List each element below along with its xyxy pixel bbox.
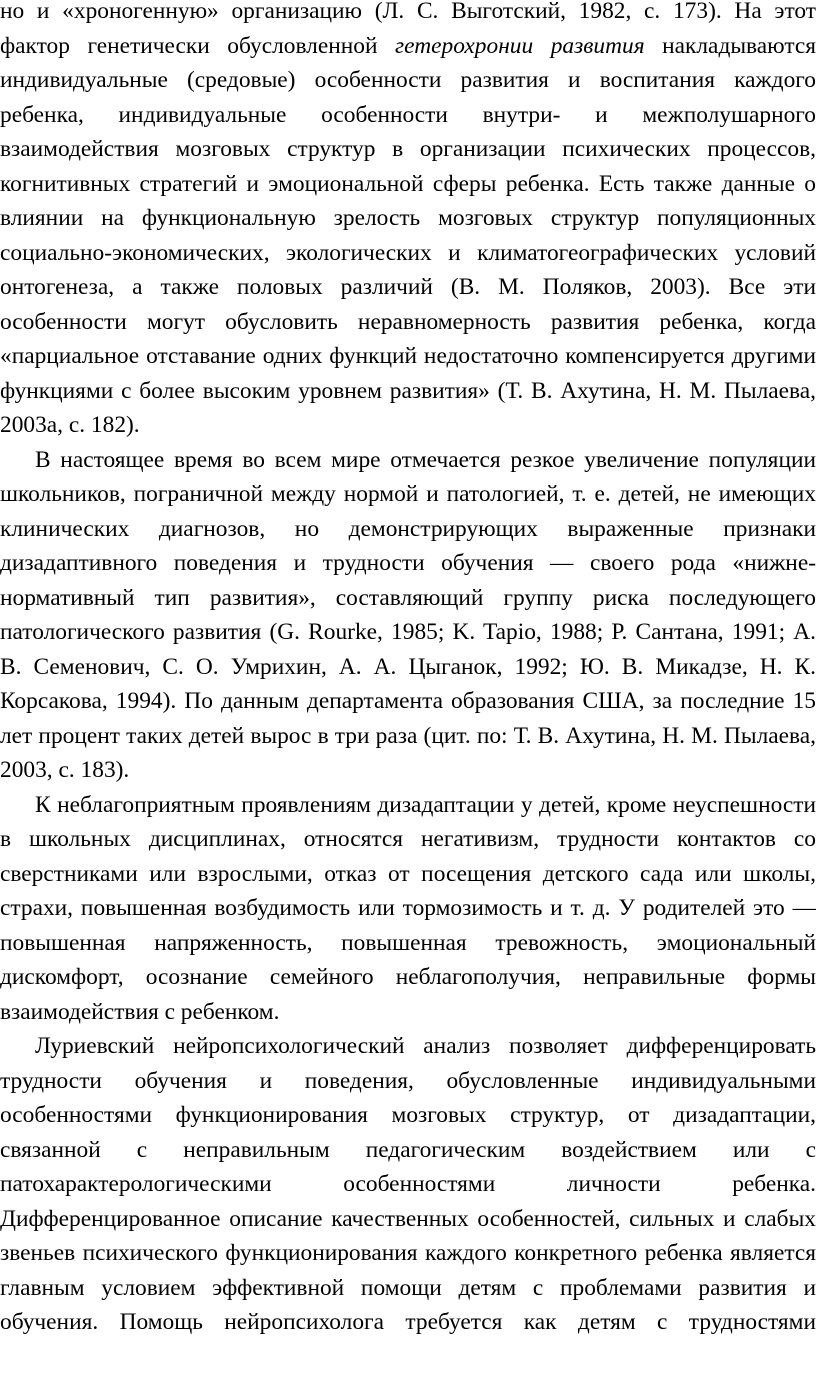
- paragraph-3: [0, 788, 816, 1030]
- paragraph-3-text: К неблагоприятным проявлениям дизадаптации у детей, кроме неуспешности в школьных дисциплинах, относятся негативизм, трудности контактов со сверстниками или взрослыми, отказ от посещения детского сада или школы, страхи, повышенная возбудимость или тормозимость и т. д. У родителей это — повышенная напряженность, повышенная тревожность, эмоциональный дискомфорт, осознание семейного неблагополучия, неправильные формы взаимодействия с ребенком.: [0, 791, 816, 1025]
- paragraph-2: [0, 443, 816, 788]
- paragraph-1-italic-term: гетерохронии развития: [395, 32, 645, 59]
- paragraph-1-text-b: накладываются индивидуальные (средовые) особенности развития и воспитания каждого ребенка, индивидуальные особенности внутри- и межполушарного взаимодействия мозговых структур в организации психических процессов, когнитивных стратегий и эмоциональной сферы ребенка. Есть также данные о влиянии на функциональную зрелость мозговых структур популяционных социально-экономических, экологических и климатогеографических условий онтогенеза, а также половых различий (В. М. Поляков, 2003). Все эти особенности могут обусловить неравномерность развития ребенка, когда «парциальное отставание одних функций недостаточно компенсируется другими функциями с более высоким уровнем развития» (Т. В. Ахутина, Н. М. Пылаева, 2003а, с. 182).: [0, 32, 816, 438]
- paragraph-4-text: Луриевский нейропсихологический анализ позволяет дифференцировать трудности обучения и поведения, обусловленные индивидуальными особенностями функционирования мозговых структур, от дизадаптации, связанной с неправильным педагогическим воздействием или с патохарактерологическими особенностями личности ребенка. Дифференцированное описание качественных особенностей, сильных и слабых звеньев психического функционирования каждого конкретного ребенка является главным условием эффективной помощи детям с проблемами развития и обучения. Помощь нейропсихолога требуется как детям с трудностями: [0, 1033, 816, 1335]
- paragraph-1-text-a: но и «хроногенную» организацию (Л. С. Выготский, 1982, с. 173). На этот фактор генетически обусловленной: [0, 0, 816, 59]
- paragraph-2-text: В настоящее время во всем мире отмечается резкое увеличение популяции школьников, пограничной между нормой и патологией, т. е. детей, не имеющих клинических диагнозов, но демонстрирующих выраженные признаки дизадаптивного поведения и трудности обучения — своего рода «нижне-нормативный тип развития», составляющий группу риска последующего патологического развития (G. Rourke, 1985; K. Tapio, 1988; Р. Сантана, 1991; А. В. Семенович, С. О. Умрихин, А. А. Цыганок, 1992; Ю. В. Микадзе, Н. К. Корсакова, 1994). По данным департамента образования США, за последние 15 лет процент таких детей вырос в три раза (цит. по: Т. В. Ахутина, Н. М. Пылаева, 2003, с. 183).: [0, 446, 816, 783]
- paragraph-1: [0, 0, 816, 443]
- paragraph-4: [0, 1029, 816, 1340]
